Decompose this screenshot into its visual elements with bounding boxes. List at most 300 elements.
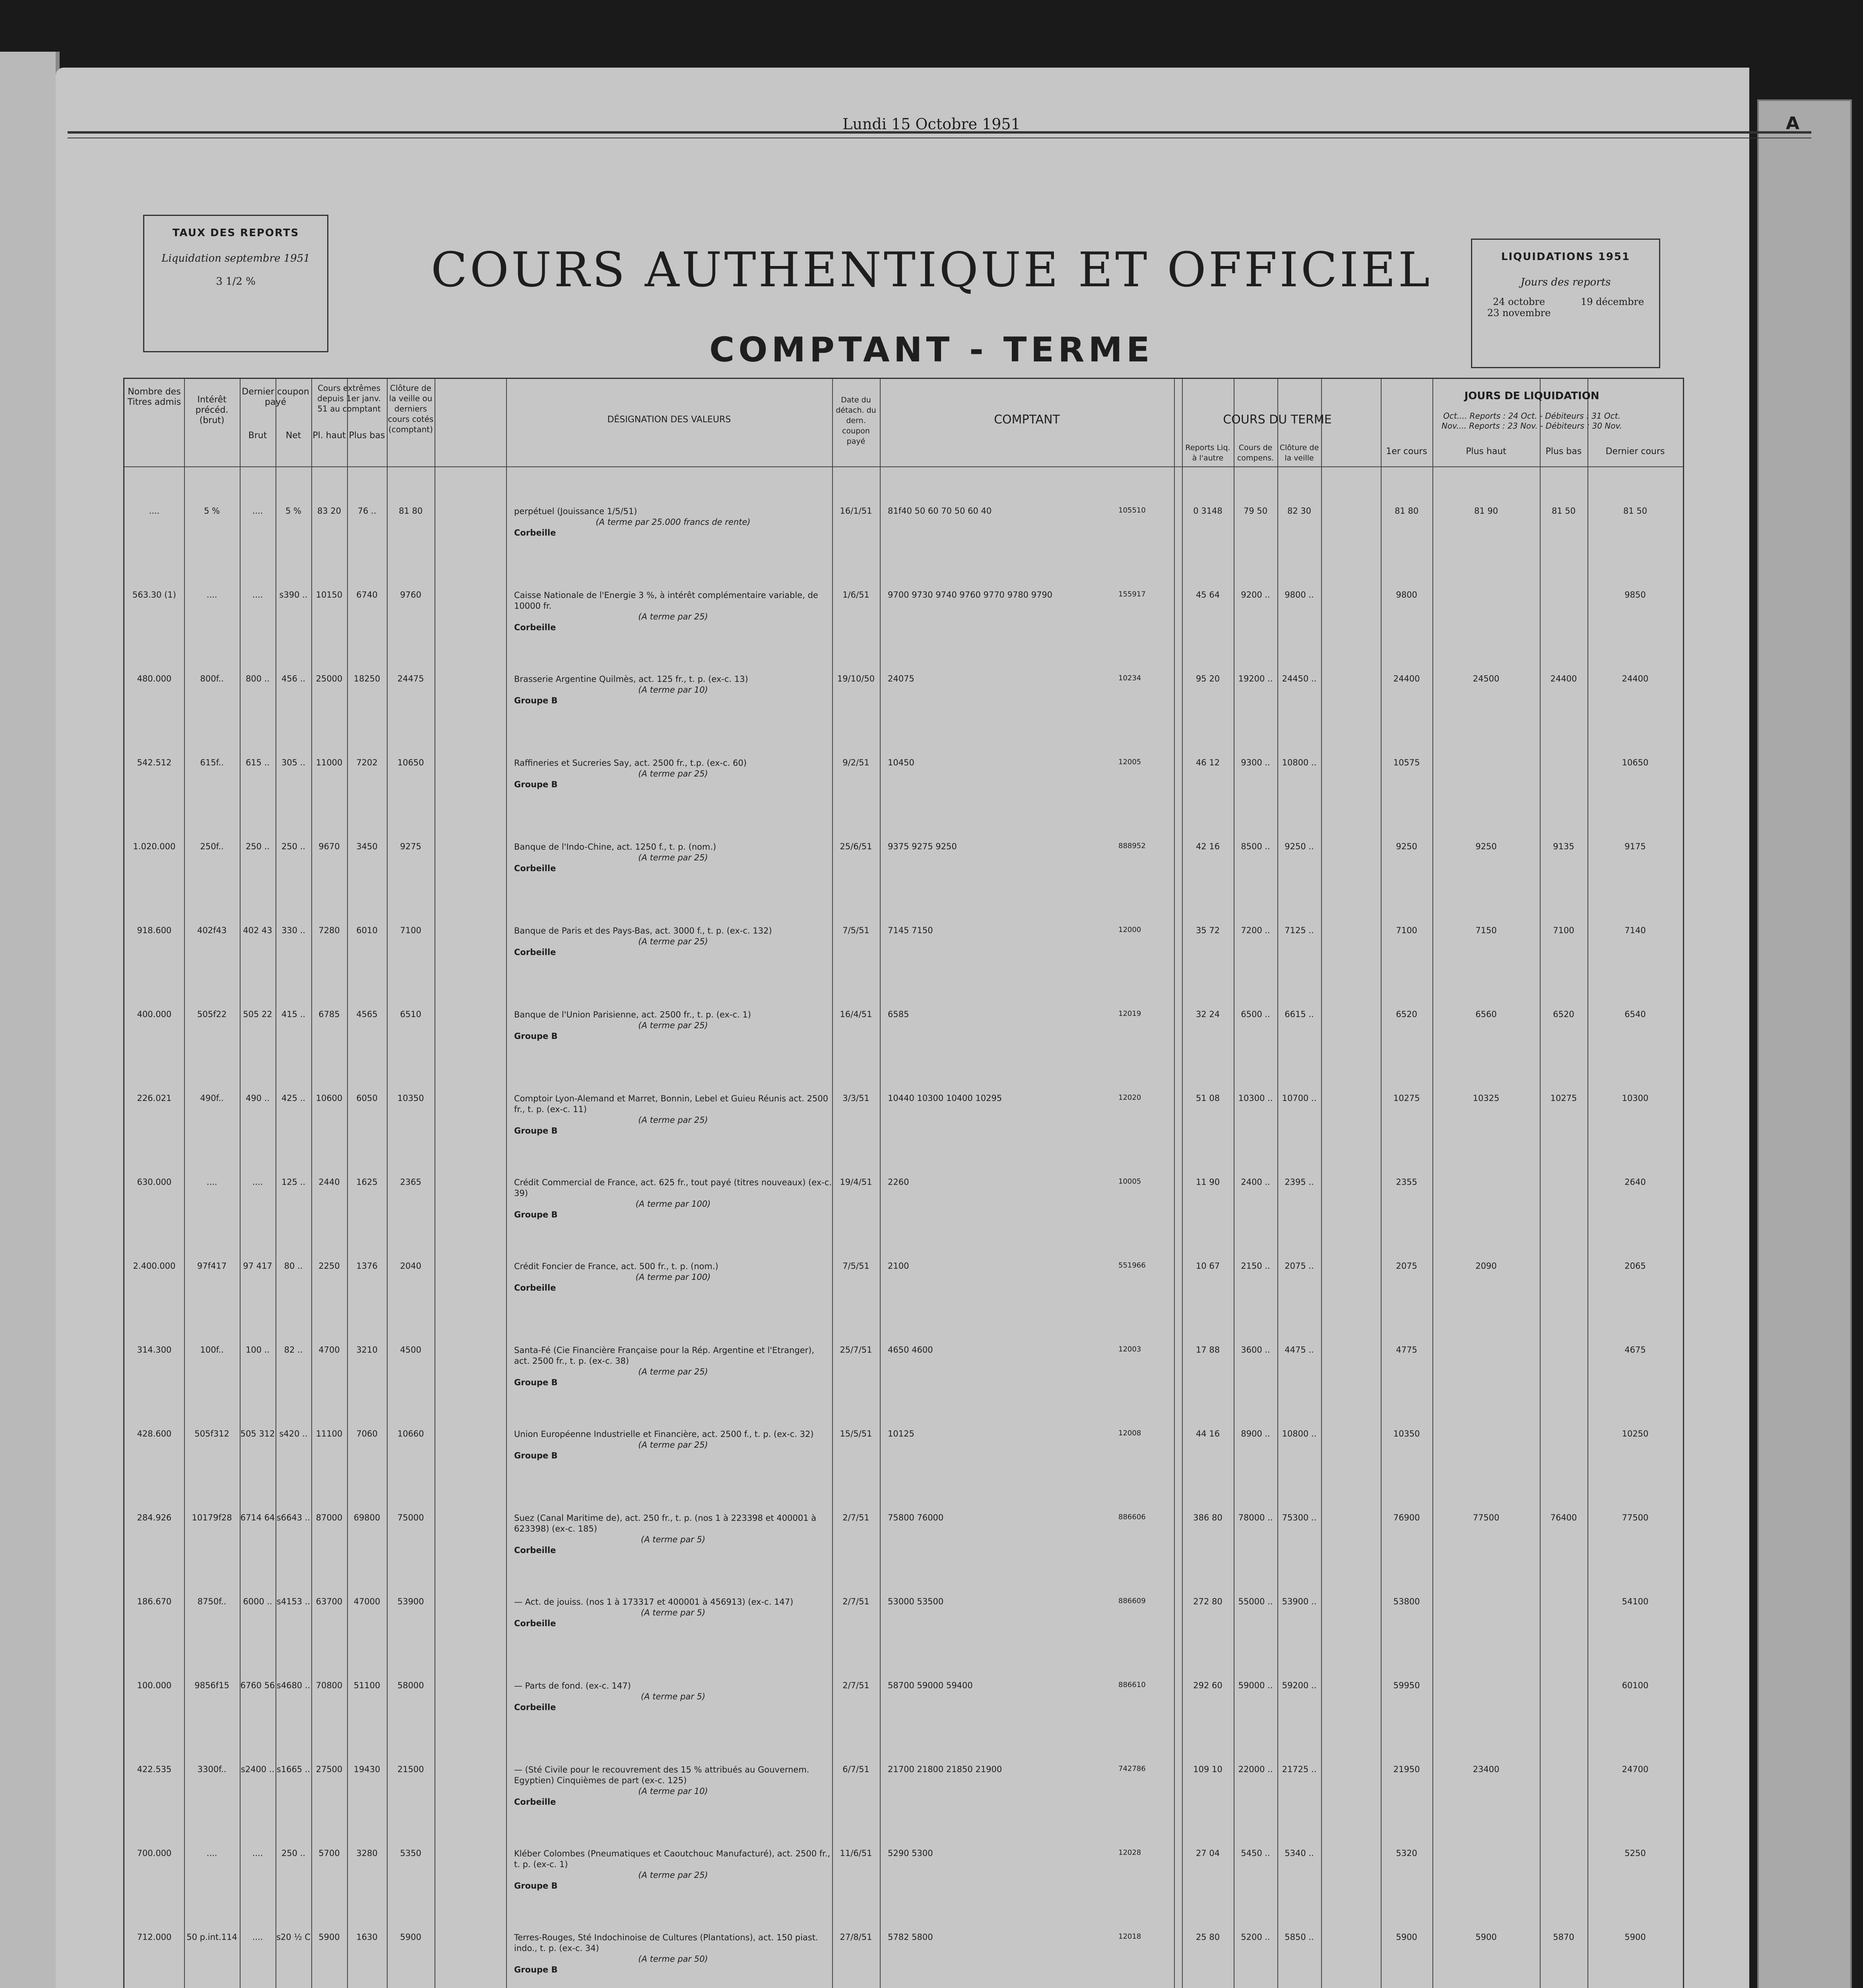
liq-date-2: 23 novembre xyxy=(1487,307,1551,318)
cell-comptant: 21700 21800 21850 21900 xyxy=(888,1765,1002,1774)
cell-haut: 5700 xyxy=(318,1848,340,1858)
security-name: Terres-Rouges, Sté Indochinoise de Cultures (Plantations), act. 150 piast. indo., t. p. (ex-c. 34) xyxy=(514,1933,818,1953)
security-group: Corbeille xyxy=(514,864,556,873)
cell-reports: 35 72 xyxy=(1195,926,1220,935)
cell-reports: 11 90 xyxy=(1195,1177,1220,1187)
cell-cloture: 6615 .. xyxy=(1285,1010,1314,1019)
cell-comptant: 2100 xyxy=(888,1261,909,1271)
cell-bas: 6010 xyxy=(356,926,378,935)
cell-comptant: 4650 4600 xyxy=(888,1345,933,1355)
cell-reports: 292 60 xyxy=(1193,1681,1223,1690)
cell-compens: 6500 .. xyxy=(1241,1010,1270,1019)
cell-premier: 5320 xyxy=(1396,1848,1417,1858)
table-row xyxy=(124,1661,1683,1745)
cell-net: 415 .. xyxy=(281,1010,306,1019)
table-row xyxy=(124,1241,1683,1325)
cell-brut: 505 22 xyxy=(243,1010,272,1019)
security-group: Corbeille xyxy=(514,1703,556,1712)
cell-cloture: 75300 .. xyxy=(1282,1513,1317,1522)
cell-phaut: 24500 xyxy=(1473,674,1500,683)
cell-bas: 47000 xyxy=(353,1597,380,1606)
cell-pbas: 6520 xyxy=(1553,1010,1574,1019)
cell-pbas: 9135 xyxy=(1553,842,1574,851)
col-plbas: Plus bas xyxy=(349,431,385,441)
cell-haut: 87000 xyxy=(316,1513,343,1522)
cell-dernier: 6540 xyxy=(1624,1010,1646,1019)
cell-dernier: 9175 xyxy=(1624,842,1646,851)
table-row xyxy=(124,906,1683,990)
cell-date: 3/3/51 xyxy=(842,1093,869,1103)
cell-nombre: .... xyxy=(149,506,160,516)
cell-brut: 100 .. xyxy=(245,1345,270,1355)
security-name: Brasserie Argentine Quilmès, act. 125 fr., t. p. (ex-c. 13) xyxy=(514,674,748,684)
cell-veille: 21500 xyxy=(397,1765,424,1774)
security-designation xyxy=(514,926,832,957)
cell-bas: 3450 xyxy=(356,842,378,851)
cell-date: 16/4/51 xyxy=(840,1010,872,1019)
cell-cloture: 9250 .. xyxy=(1285,842,1314,851)
cell-comptant: 10125 xyxy=(888,1429,914,1439)
cell-interet: 50 p.int.114 xyxy=(186,1932,237,1942)
cell-interet: 402f43 xyxy=(197,926,227,935)
security-group: Corbeille xyxy=(514,1619,556,1628)
cell-dernier: 5900 xyxy=(1624,1932,1646,1942)
col-extremes: Cours extrêmes depuis 1er janv. 51 au comptant xyxy=(317,383,381,414)
col-comptant: COMPTANT xyxy=(994,413,1060,427)
cell-haut: 10600 xyxy=(316,1093,343,1103)
cell-bas: 1376 xyxy=(356,1261,378,1271)
taux-line: Liquidation septembre 1951 xyxy=(161,252,310,264)
col-compens: Cours de compens. xyxy=(1237,443,1274,462)
cell-premier: 53800 xyxy=(1393,1597,1420,1606)
cell-nombre: 542.512 xyxy=(137,758,172,767)
cell-dernier: 2065 xyxy=(1624,1261,1646,1271)
cell-brut: 402 43 xyxy=(243,926,272,935)
cell-nombre: 314.300 xyxy=(137,1345,172,1355)
security-group: Groupe B xyxy=(514,1210,558,1219)
cell-reports: 46 12 xyxy=(1195,758,1220,767)
cell-compens: 2150 .. xyxy=(1241,1261,1270,1271)
security-name: — Parts de fond. (ex-c. 147) xyxy=(514,1681,631,1691)
cell-interet: 615f.. xyxy=(200,758,224,767)
cell-reports: 27 04 xyxy=(1195,1848,1220,1858)
cell-interet: 505f22 xyxy=(197,1010,227,1019)
table-row xyxy=(124,570,1683,654)
cell-interet: .... xyxy=(206,590,217,600)
cell-date: 15/5/51 xyxy=(840,1429,872,1439)
cell-cloture: 5850 .. xyxy=(1285,1932,1314,1942)
cell-code: 12028 xyxy=(1118,1848,1141,1857)
cell-bas: 7060 xyxy=(356,1429,378,1439)
cell-date: 16/1/51 xyxy=(840,506,872,516)
security-designation xyxy=(514,1429,832,1460)
security-designation xyxy=(514,1093,832,1136)
cell-brut: s2400 .. xyxy=(241,1765,275,1774)
cell-dernier: 24700 xyxy=(1622,1765,1649,1774)
security-name: Raffineries et Sucreries Say, act. 2500 fr., t.p. (ex-c. 60) xyxy=(514,758,747,768)
cell-date: 27/8/51 xyxy=(840,1932,872,1942)
table-row xyxy=(124,990,1683,1074)
cell-bas: 1630 xyxy=(356,1932,378,1942)
cell-cloture: 82 30 xyxy=(1287,506,1312,516)
cell-veille: 5900 xyxy=(400,1932,421,1942)
cell-date: 1/6/51 xyxy=(842,590,869,600)
cell-code: 742786 xyxy=(1118,1765,1146,1773)
col-coupon: Dernier coupon payé xyxy=(242,387,309,407)
cell-code: 12003 xyxy=(1118,1345,1141,1353)
cell-date: 7/5/51 xyxy=(842,926,869,935)
liq-date-1: 24 octobre xyxy=(1493,296,1545,307)
cell-date: 2/7/51 xyxy=(842,1513,869,1522)
security-designation xyxy=(514,758,832,789)
cell-brut: 6714 64 xyxy=(240,1513,275,1522)
cell-nombre: 563.30 (1) xyxy=(132,590,176,600)
cell-haut: 9670 xyxy=(318,842,340,851)
security-designation xyxy=(514,674,832,705)
cell-haut: 7280 xyxy=(318,926,340,935)
col-plus-bas: Plus bas xyxy=(1545,447,1582,456)
cell-haut: 11100 xyxy=(316,1429,343,1439)
security-designation xyxy=(514,1848,832,1891)
cell-net: 5 % xyxy=(285,506,301,516)
cell-date: 25/6/51 xyxy=(840,842,872,851)
col-cours-terme: COURS DU TERME xyxy=(1223,413,1332,427)
cell-nombre: 400.000 xyxy=(137,1010,172,1019)
cell-date: 19/4/51 xyxy=(840,1177,872,1187)
cell-bas: 6050 xyxy=(356,1093,378,1103)
security-group: Corbeille xyxy=(514,1797,556,1807)
security-note: (A terme par 25) xyxy=(638,1367,708,1376)
cell-comptant: 10440 10300 10400 10295 xyxy=(888,1093,1002,1103)
cell-interet: 490f.. xyxy=(200,1093,224,1103)
cell-premier: 9800 xyxy=(1396,590,1417,600)
taux-rate: 3 1/2 % xyxy=(216,276,256,287)
cell-code: 886606 xyxy=(1118,1513,1146,1521)
cell-comptant: 58700 59000 59400 xyxy=(888,1681,973,1690)
cell-date: 19/10/50 xyxy=(837,674,875,683)
cell-net: s4680 .. xyxy=(276,1681,310,1690)
cell-bas: 7202 xyxy=(356,758,378,767)
security-name: Kléber Colombes (Pneumatiques et Caoutchouc Manufacturé), act. 2500 fr., t. p. (ex-c. 1) xyxy=(514,1849,831,1869)
cell-nombre: 428.600 xyxy=(137,1429,172,1439)
security-note: (A terme par 25) xyxy=(638,937,708,946)
cell-dernier: 9850 xyxy=(1624,590,1646,600)
cell-date: 25/7/51 xyxy=(840,1345,872,1355)
cell-code: 12020 xyxy=(1118,1093,1141,1102)
cell-net: s1665 .. xyxy=(276,1765,310,1774)
cell-compens: 55000 .. xyxy=(1238,1597,1273,1606)
security-group: Groupe B xyxy=(514,1881,558,1891)
cell-nombre: 630.000 xyxy=(137,1177,172,1187)
cell-cloture: 53900 .. xyxy=(1282,1597,1317,1606)
table-row xyxy=(124,1912,1683,1988)
cell-comptant: 9375 9275 9250 xyxy=(888,842,957,851)
cell-code: 888952 xyxy=(1118,842,1146,850)
cell-net: 250 .. xyxy=(281,1848,306,1858)
table-row xyxy=(124,738,1683,822)
cell-brut: .... xyxy=(252,1848,263,1858)
cell-veille: 75000 xyxy=(397,1513,424,1522)
cell-veille: 10660 xyxy=(397,1429,424,1439)
security-designation xyxy=(514,1010,832,1041)
cell-dernier: 60100 xyxy=(1622,1681,1649,1690)
cell-interet: 250f.. xyxy=(200,842,224,851)
security-designation xyxy=(514,1177,832,1219)
cell-cloture: 5340 .. xyxy=(1285,1848,1314,1858)
cell-dernier: 81 50 xyxy=(1623,506,1648,516)
cell-net: s20 ½ C xyxy=(276,1932,311,1942)
cell-comptant: 75800 76000 xyxy=(888,1513,944,1522)
cell-reports: 25 80 xyxy=(1195,1932,1220,1942)
security-name: Suez (Canal Maritime de), act. 250 fr., t. p. (nos 1 à 223398 et 400001 à 623398) (ex-c. 185) xyxy=(514,1513,817,1534)
security-note: (A terme par 25) xyxy=(638,769,708,779)
cell-brut: 6000 .. xyxy=(243,1597,272,1606)
security-designation xyxy=(514,1261,832,1293)
table-row xyxy=(124,1493,1683,1577)
cell-phaut: 81 90 xyxy=(1474,506,1498,516)
cell-haut: 25000 xyxy=(316,674,343,683)
cell-compens: 22000 .. xyxy=(1238,1765,1273,1774)
cell-brut: 490 .. xyxy=(245,1093,270,1103)
cell-compens: 3600 .. xyxy=(1241,1345,1270,1355)
col-dernier: Dernier cours xyxy=(1605,447,1665,456)
cell-haut: 2250 xyxy=(318,1261,340,1271)
col-cloture-veille: Clôture de la veille ou derniers cours cotés (comptant) xyxy=(388,383,434,434)
taux-title: TAUX DES REPORTS xyxy=(172,227,299,239)
cell-net: 330 .. xyxy=(281,926,306,935)
cell-comptant: 24075 xyxy=(888,674,914,683)
cell-cloture: 7125 .. xyxy=(1285,926,1314,935)
cell-nombre: 918.600 xyxy=(137,926,172,935)
cell-net: 82 .. xyxy=(284,1345,303,1355)
liquidations-title: LIQUIDATIONS 1951 xyxy=(1501,251,1630,263)
col-designation: DÉSIGNATION DES VALEURS xyxy=(607,415,731,425)
security-name: — Act. de jouiss. (nos 1 à 173317 et 400001 à 456913) (ex-c. 147) xyxy=(514,1597,794,1607)
cell-premier: 4775 xyxy=(1396,1345,1417,1355)
security-note: (A terme par 25) xyxy=(638,853,708,862)
cell-compens: 9200 .. xyxy=(1241,590,1270,600)
security-note: (A terme par 25) xyxy=(638,1440,708,1450)
cell-date: 7/5/51 xyxy=(842,1261,869,1271)
cell-dernier: 77500 xyxy=(1622,1513,1649,1522)
cell-comptant: 5290 5300 xyxy=(888,1848,933,1858)
cell-net: 250 .. xyxy=(281,842,306,851)
cell-haut: 70800 xyxy=(316,1681,343,1690)
security-note: (A terme par 5) xyxy=(640,1608,706,1617)
col-cloture: Clôture de la veille xyxy=(1279,443,1319,462)
cell-nombre: 480.000 xyxy=(137,674,172,683)
cell-premier: 7100 xyxy=(1396,926,1417,935)
cell-pbas: 24400 xyxy=(1550,674,1577,683)
header-rule xyxy=(68,131,1811,138)
cell-premier: 24400 xyxy=(1393,674,1420,683)
cell-veille: 58000 xyxy=(397,1681,424,1690)
cell-veille: 9275 xyxy=(400,842,421,851)
cell-veille: 24475 xyxy=(397,674,424,683)
cell-net: 125 .. xyxy=(281,1177,306,1187)
page-date: Lundi 15 Octobre 1951 xyxy=(842,115,1021,133)
cell-dernier: 4675 xyxy=(1624,1345,1646,1355)
cell-interet: 97f417 xyxy=(197,1261,227,1271)
page-letter: A xyxy=(1785,113,1799,134)
col-date-detach: Date du détach. du dern. coupon payé xyxy=(836,396,876,446)
page-title: COURS AUTHENTIQUE ET OFFICIEL xyxy=(431,243,1432,298)
table-row xyxy=(124,654,1683,738)
cell-veille: 5350 xyxy=(400,1848,421,1858)
cell-dernier: 54100 xyxy=(1622,1597,1649,1606)
cell-cloture: 10700 .. xyxy=(1282,1093,1317,1103)
cell-compens: 19200 .. xyxy=(1238,674,1273,683)
cell-bas: 3280 xyxy=(356,1848,378,1858)
table-row xyxy=(124,1829,1683,1912)
security-designation xyxy=(514,1765,832,1807)
cell-compens: 10300 .. xyxy=(1238,1093,1273,1103)
cell-date: 6/7/51 xyxy=(842,1765,869,1774)
cell-reports: 10 67 xyxy=(1195,1261,1220,1271)
cell-interet: 505f312 xyxy=(194,1429,229,1439)
cell-veille: 6510 xyxy=(400,1010,421,1019)
cell-nombre: 2.400.000 xyxy=(133,1261,176,1271)
cell-bas: 51100 xyxy=(353,1681,380,1690)
cell-nombre: 1.020.000 xyxy=(133,842,176,851)
cell-reports: 32 24 xyxy=(1195,1010,1220,1019)
cell-reports: 45 64 xyxy=(1195,590,1220,600)
cell-premier: 76900 xyxy=(1393,1513,1420,1522)
cell-compens: 7200 .. xyxy=(1241,926,1270,935)
cell-date: 2/7/51 xyxy=(842,1597,869,1606)
cell-haut: 6785 xyxy=(318,1010,340,1019)
security-note: (A terme par 5) xyxy=(640,1535,706,1544)
col-net: Net xyxy=(285,431,301,441)
cell-compens: 8900 .. xyxy=(1241,1429,1270,1439)
liq-date-3: 19 décembre xyxy=(1581,296,1644,307)
page-subtitle: COMPTANT - TERME xyxy=(709,330,1154,370)
table-row xyxy=(124,1745,1683,1829)
cell-brut: 505 312 xyxy=(240,1429,275,1439)
cell-haut: 63700 xyxy=(316,1597,343,1606)
cell-interet: 10179f28 xyxy=(192,1513,232,1522)
security-name: Union Européenne Industrielle et Financière, act. 2500 f., t. p. (ex-c. 32) xyxy=(514,1429,814,1439)
cell-code: 12018 xyxy=(1118,1932,1141,1941)
cell-code: 105510 xyxy=(1118,506,1146,514)
cell-bas: 6740 xyxy=(356,590,378,600)
cell-brut: 615 .. xyxy=(245,758,270,767)
cell-nombre: 226.021 xyxy=(137,1093,172,1103)
cell-premier: 10575 xyxy=(1393,758,1420,767)
cell-dernier: 2640 xyxy=(1624,1177,1646,1187)
cell-interet: 100f.. xyxy=(200,1345,224,1355)
cell-brut: .... xyxy=(252,506,263,516)
col-nombre: Nombre des Titres admis xyxy=(127,387,181,407)
cell-net: s420 .. xyxy=(279,1429,308,1439)
security-group: Groupe B xyxy=(514,1965,558,1974)
security-name: Comptoir Lyon-Alemand et Marret, Bonnin, Lebel et Guieu Réunis act. 2500 fr., t. p. (ex-c. 11) xyxy=(514,1094,829,1114)
col-jours-l1: Oct.... Reports : 24 Oct. - Débiteurs : 31 Oct. xyxy=(1443,411,1620,421)
cell-haut: 27500 xyxy=(316,1765,343,1774)
table-row xyxy=(124,1325,1683,1409)
cell-nombre: 700.000 xyxy=(137,1848,172,1858)
cell-brut: 800 .. xyxy=(245,674,270,683)
security-group: Groupe B xyxy=(514,1126,558,1136)
cell-haut: 10150 xyxy=(316,590,343,600)
security-name: — (Sté Civile pour le recouvrement des 15 % attribués au Gouvernem. Egyptien) Cinquièmes de part (ex-c. 125) xyxy=(514,1765,809,1785)
cell-net: s4153 .. xyxy=(276,1597,310,1606)
security-note: (A terme par 25) xyxy=(638,1115,708,1125)
cell-phaut: 23400 xyxy=(1473,1765,1500,1774)
cell-net: 80 .. xyxy=(284,1261,303,1271)
cell-dernier: 5250 xyxy=(1624,1848,1646,1858)
cell-veille: 81 80 xyxy=(398,506,423,516)
security-designation xyxy=(514,1345,832,1387)
cell-bas: 4565 xyxy=(356,1010,378,1019)
cell-comptant: 2260 xyxy=(888,1177,909,1187)
cell-reports: 0 3148 xyxy=(1193,506,1223,516)
security-name: Banque de l'Union Parisienne, act. 2500 fr., t. p. (ex-c. 1) xyxy=(514,1010,751,1019)
security-note: (A terme par 25) xyxy=(638,612,708,621)
cell-pbas: 10275 xyxy=(1550,1093,1577,1103)
cell-phaut: 77500 xyxy=(1473,1513,1500,1522)
cell-code: 12005 xyxy=(1118,758,1141,766)
cell-interet: 9856f15 xyxy=(194,1681,229,1690)
cell-comptant: 9700 9730 9740 9760 9770 9780 9790 xyxy=(888,590,1053,600)
cell-brut: .... xyxy=(252,1932,263,1942)
cell-phaut: 2090 xyxy=(1475,1261,1497,1271)
cell-interet: .... xyxy=(206,1177,217,1187)
security-group: Groupe B xyxy=(514,696,558,705)
cell-compens: 9300 .. xyxy=(1241,758,1270,767)
cell-pbas: 5870 xyxy=(1553,1932,1574,1942)
cell-reports: 386 80 xyxy=(1193,1513,1223,1522)
cell-code: 12000 xyxy=(1118,926,1141,934)
cell-comptant: 5782 5800 xyxy=(888,1932,933,1942)
cell-code: 155917 xyxy=(1118,590,1146,598)
cell-veille: 4500 xyxy=(400,1345,421,1355)
col-brut: Brut xyxy=(248,431,267,441)
cell-dernier: 10250 xyxy=(1622,1429,1649,1439)
cell-dernier: 10650 xyxy=(1622,758,1649,767)
cell-premier: 59950 xyxy=(1393,1681,1420,1690)
cell-interet: 3300f.. xyxy=(197,1765,227,1774)
col-reports: Reports Liq. à l'autre xyxy=(1185,443,1230,462)
cell-premier: 2075 xyxy=(1396,1261,1417,1271)
security-name: Banque de l'Indo-Chine, act. 1250 f., t. p. (nom.) xyxy=(514,842,716,852)
cell-compens: 8500 .. xyxy=(1241,842,1270,851)
cell-reports: 272 80 xyxy=(1193,1597,1223,1606)
security-name: perpétuel (Jouissance 1/5/51) xyxy=(514,507,637,516)
security-name: Caisse Nationale de l'Energie 3 %, à intérêt complémentaire variable, de 10000 fr. xyxy=(514,590,818,611)
cell-comptant: 53000 53500 xyxy=(888,1597,944,1606)
table-row xyxy=(124,822,1683,906)
cell-comptant: 6585 xyxy=(888,1010,909,1019)
cell-nombre: 284.926 xyxy=(137,1513,172,1522)
cell-reports: 109 10 xyxy=(1193,1765,1223,1774)
cell-cloture: 4475 .. xyxy=(1285,1345,1314,1355)
cell-code: 10005 xyxy=(1118,1177,1141,1186)
cell-dernier: 10300 xyxy=(1622,1093,1649,1103)
cell-reports: 51 08 xyxy=(1195,1093,1220,1103)
cell-code: 10234 xyxy=(1118,674,1141,682)
cell-premier: 9250 xyxy=(1396,842,1417,851)
cell-premier: 2355 xyxy=(1396,1177,1417,1187)
cell-cloture: 21725 .. xyxy=(1282,1765,1317,1774)
cell-compens: 5450 .. xyxy=(1241,1848,1270,1858)
cell-veille: 9760 xyxy=(400,590,421,600)
cell-haut: 11000 xyxy=(316,758,343,767)
cell-code: 12008 xyxy=(1118,1429,1141,1437)
quotation-table xyxy=(123,378,1684,1988)
col-plus-haut: Plus haut xyxy=(1466,447,1506,456)
cell-premier: 81 80 xyxy=(1394,506,1419,516)
